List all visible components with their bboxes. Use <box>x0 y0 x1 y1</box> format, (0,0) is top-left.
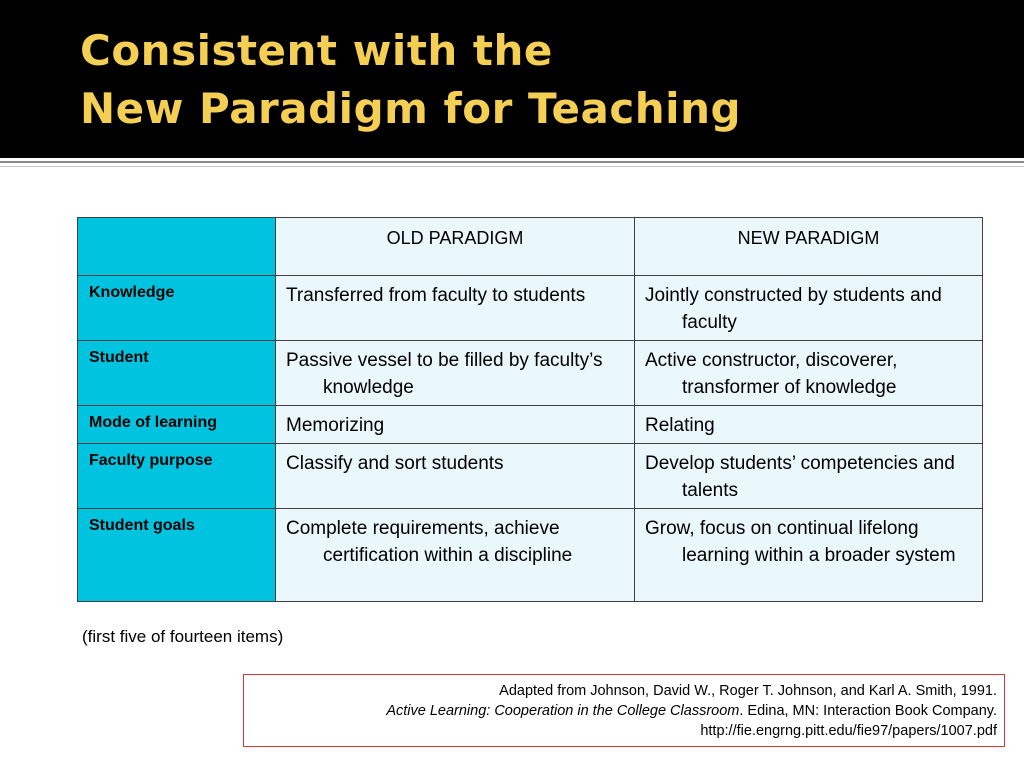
table-row <box>78 406 983 444</box>
header-divider <box>0 161 1024 163</box>
row-label: Student <box>78 341 276 406</box>
column-header-old: OLD PARADIGM <box>276 218 635 276</box>
footnote: (first five of fourteen items) <box>82 627 284 646</box>
new-paradigm-cell <box>635 276 983 341</box>
slide-title-line-1: Consistent with the <box>80 26 553 75</box>
new-paradigm-cell <box>635 341 983 406</box>
cell-text: Jointly constructed by students and faculty <box>645 285 942 333</box>
table-header-row <box>78 218 983 276</box>
row-label: Student goals <box>78 509 276 602</box>
table-row <box>78 509 983 602</box>
slide-title-line-2: New Paradigm for Teaching <box>80 84 742 133</box>
citation-book-title: Active Learning: Cooperation in the College Classroom <box>386 703 740 719</box>
table-row <box>78 444 983 509</box>
cell-text: Passive vessel to be filled by faculty’s knowledge <box>286 350 603 398</box>
citation-line-1: Adapted from Johnson, David W., Roger T. Johnson, and Karl A. Smith, 1991. <box>499 683 997 699</box>
old-paradigm-cell <box>276 276 635 341</box>
cell-text: Transferred from faculty to students <box>286 285 586 306</box>
citation-publisher: . Edina, MN: Interaction Book Company. <box>739 703 997 719</box>
table-row <box>78 341 983 406</box>
row-label: Mode of learning <box>78 406 276 444</box>
cell-text: Active constructor, discoverer, transformer of knowledge <box>645 350 898 398</box>
slide-title <box>80 22 741 138</box>
corner-cell <box>78 218 276 276</box>
cell-text: Memorizing <box>286 415 385 436</box>
citation-line-2 <box>251 701 997 721</box>
old-paradigm-cell <box>276 444 635 509</box>
paradigm-comparison-table <box>77 217 983 602</box>
cell-text: Complete requirements, achieve certification within a discipline <box>286 518 573 566</box>
row-label: Knowledge <box>78 276 276 341</box>
header-divider-thin <box>0 166 1024 167</box>
column-header-new: NEW PARADIGM <box>635 218 983 276</box>
new-paradigm-cell <box>635 509 983 602</box>
cell-text: Grow, focus on continual lifelong learning within a broader system <box>645 518 956 566</box>
citation-box <box>243 674 1005 747</box>
new-paradigm-cell <box>635 444 983 509</box>
old-paradigm-cell <box>276 406 635 444</box>
table-row <box>78 276 983 341</box>
old-paradigm-cell <box>276 341 635 406</box>
cell-text: Classify and sort students <box>286 453 504 474</box>
new-paradigm-cell <box>635 406 983 444</box>
cell-text: Relating <box>645 415 715 436</box>
cell-text: Develop students’ competencies and talents <box>645 453 955 501</box>
row-label: Faculty purpose <box>78 444 276 509</box>
old-paradigm-cell <box>276 509 635 602</box>
title-banner <box>0 0 1024 158</box>
citation-url: http://fie.engrng.pitt.edu/fie97/papers/1007.pdf <box>700 723 997 739</box>
